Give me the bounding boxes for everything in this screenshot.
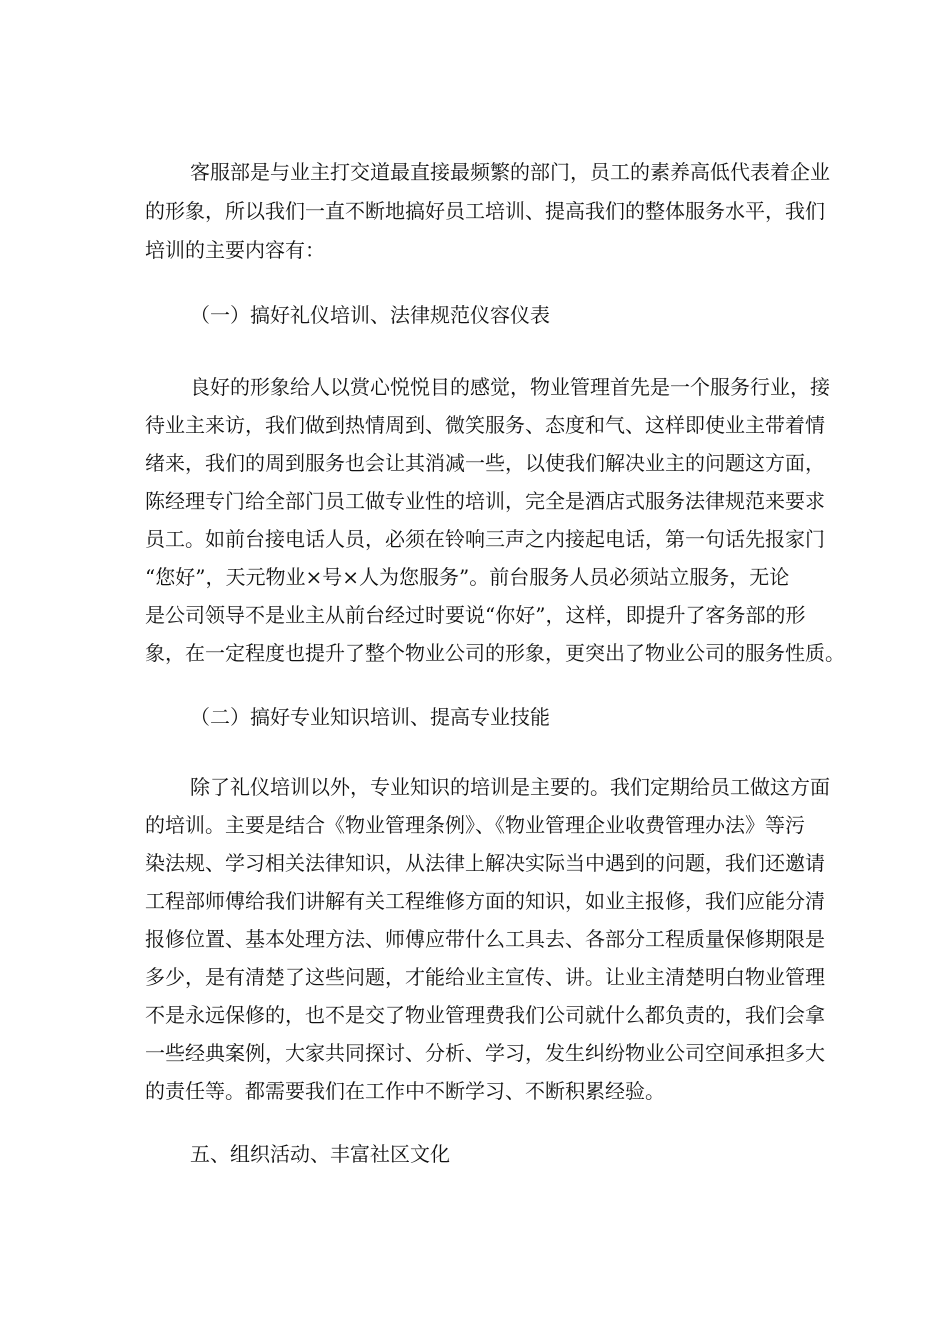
knowledge-line-1: 除了礼仪培训以外，专业知识的培训是主要的。我们定期给员工做这方面 (190, 775, 830, 799)
etiquette-line-8: 象，在一定程度也提升了整个物业公司的形象，更突出了物业公司的服务性质。 (145, 641, 845, 665)
section-heading-2: （二）搞好专业知识培训、提高专业技能 (190, 705, 550, 729)
knowledge-line-5: 报修位置、基本处理方法、师傅应带什么工具去、各部分工程质量保修期限是 (145, 927, 825, 951)
etiquette-line-1: 良好的形象给人以赏心悦悦目的感觉，物业管理首先是一个服务行业，接 (190, 375, 830, 399)
knowledge-line-6: 多少，是有清楚了这些问题，才能给业主宣传、讲。让业主清楚明白物业管理 (145, 965, 825, 989)
knowledge-line-8: 一些经典案例，大家共同探讨、分析、学习，发生纠纷物业公司空间承担多大 (145, 1041, 825, 1065)
knowledge-line-2: 的培训。主要是结合《物业管理条例》、《物业管理企业收费管理办法》等污 (145, 813, 805, 837)
section-heading-5: 五、组织活动、丰富社区文化 (190, 1142, 450, 1166)
knowledge-line-3: 染法规、学习相关法律知识，从法律上解决实际当中遇到的问题，我们还邀请 (145, 851, 825, 875)
section-heading-1: （一）搞好礼仪培训、法律规范仪容仪表 (190, 303, 550, 327)
knowledge-line-9: 的责任等。都需要我们在工作中不断学习、不断积累经验。 (145, 1079, 665, 1103)
etiquette-line-3: 绪来，我们的周到服务也会让其消减一些，以使我们解决业主的问题这方面， (145, 451, 825, 475)
intro-line-1: 客服部是与业主打交道最直接最频繁的部门，员工的素养高低代表着企业 (190, 160, 830, 184)
etiquette-line-7: 是公司领导不是业主从前台经过时要说“你好”，这样，即提升了客务部的形 (145, 603, 806, 627)
knowledge-line-7: 不是永远保修的，也不是交了物业管理费我们公司就什么都负责的，我们会拿 (145, 1003, 825, 1027)
knowledge-line-4: 工程部师傅给我们讲解有关工程维修方面的知识，如业主报修，我们应能分清 (145, 889, 825, 913)
etiquette-line-4: 陈经理专门给全部门员工做专业性的培训，完全是酒店式服务法律规范来要求 (145, 489, 825, 513)
intro-line-3: 培训的主要内容有： (145, 238, 325, 262)
etiquette-line-5: 员工。如前台接电话人员，必须在铃响三声之内接起电话，第一句话先报家门 (145, 527, 825, 551)
etiquette-line-6: “您好”，天元物业×号×人为您服务”。前台服务人员必须站立服务，无论 (145, 565, 790, 589)
etiquette-line-2: 待业主来访，我们做到热情周到、微笑服务、态度和气、这样即使业主带着情 (145, 413, 825, 437)
intro-line-2: 的形象，所以我们一直不断地搞好员工培训、提高我们的整体服务水平，我们 (145, 199, 825, 223)
